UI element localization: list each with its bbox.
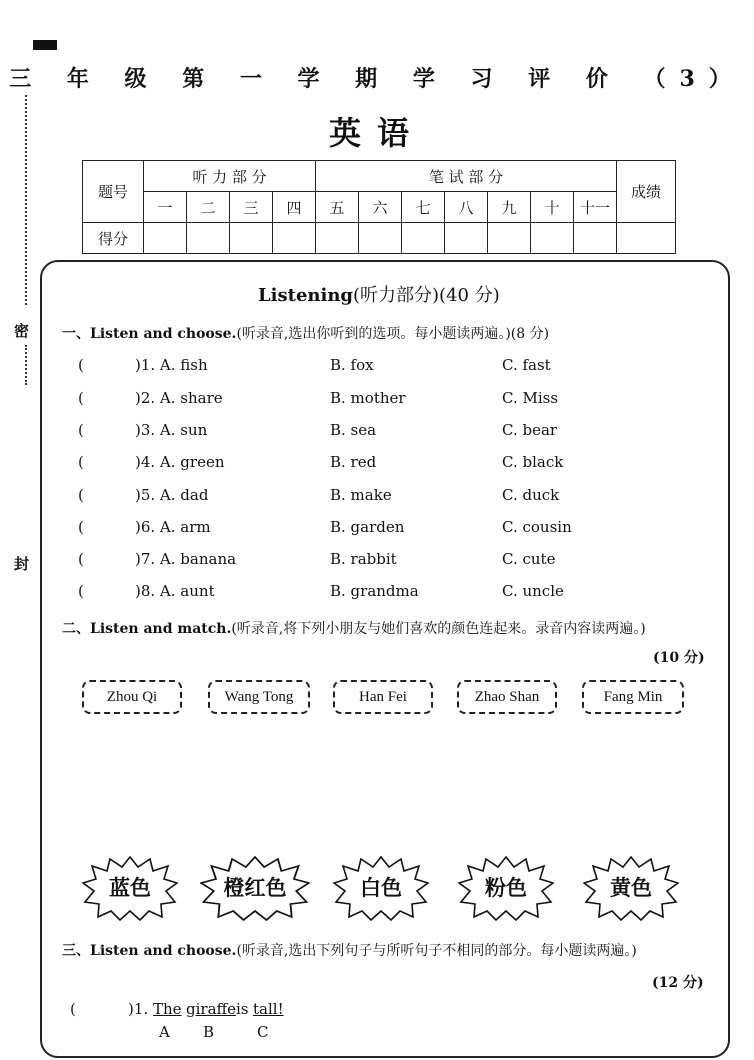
- score-cell[interactable]: [402, 223, 445, 254]
- section-title-en: Listening: [258, 285, 353, 306]
- score-cell[interactable]: [574, 223, 617, 254]
- color-label: 白色: [360, 875, 402, 900]
- section-title-zh: (听力部分)(40 分): [353, 285, 500, 306]
- seal-label: 密: [14, 322, 30, 340]
- answer-bracket[interactable]: (: [78, 550, 84, 568]
- table-col-number: 三: [230, 192, 273, 223]
- part2-points: (10 分): [653, 650, 705, 666]
- answer-bracket[interactable]: (: [78, 518, 84, 536]
- name-tag[interactable]: Wang Tong: [208, 680, 310, 714]
- table-col-number: 九: [488, 192, 531, 223]
- part1-title-zh: (听录音,选出你听到的选项。每小题读两遍。)(8 分): [236, 326, 550, 342]
- option-b: B. sea: [330, 421, 377, 439]
- answer-bracket[interactable]: (: [78, 582, 84, 600]
- answer-bracket[interactable]: (: [78, 421, 84, 439]
- name-tag[interactable]: Fang Min: [582, 680, 684, 714]
- option-a: )5. A. dad: [135, 486, 209, 504]
- option-c: C. cousin: [502, 518, 572, 536]
- list-item: [78, 518, 638, 540]
- option-a: )1. A. fish: [135, 356, 208, 374]
- option-c: C. fast: [502, 356, 551, 374]
- score-cell[interactable]: [230, 223, 273, 254]
- option-b: B. grandma: [330, 582, 419, 600]
- word-c: tall!: [253, 1000, 284, 1018]
- option-c: C. uncle: [502, 582, 564, 600]
- table-col-number: 一: [144, 192, 187, 223]
- color-burst[interactable]: [200, 855, 296, 921]
- exam-title: 三 年 级 第 一 学 期 学 习 评 价 （3）: [9, 66, 745, 92]
- listening-header: 听 力 部 分: [144, 161, 316, 192]
- score-cell[interactable]: [531, 223, 574, 254]
- answer-bracket[interactable]: (: [78, 356, 84, 374]
- answer-bracket[interactable]: (: [78, 486, 84, 504]
- color-burst[interactable]: [583, 855, 679, 921]
- word-b: giraffe: [186, 1000, 237, 1018]
- option-b: B. red: [330, 453, 377, 471]
- table-col-number: 五: [316, 192, 359, 223]
- list-item: [78, 421, 638, 443]
- name-tag[interactable]: Zhou Qi: [82, 680, 182, 714]
- color-label: 粉色: [485, 875, 527, 900]
- list-item: [78, 453, 638, 475]
- choice-letter: C: [257, 1023, 269, 1041]
- score-cell[interactable]: [187, 223, 230, 254]
- score-cell[interactable]: [488, 223, 531, 254]
- score-cell[interactable]: [316, 223, 359, 254]
- color-label: 黄色: [610, 875, 652, 900]
- option-b: B. garden: [330, 518, 405, 536]
- answer-bracket[interactable]: (: [70, 1000, 76, 1018]
- table-col-number: 六: [359, 192, 402, 223]
- score-cell[interactable]: [445, 223, 488, 254]
- table-col-number: 二: [187, 192, 230, 223]
- option-c: C. cute: [502, 550, 556, 568]
- option-a: )8. A. aunt: [135, 582, 215, 600]
- option-a: )3. A. sun: [135, 421, 208, 439]
- word: is: [236, 1000, 249, 1018]
- option-c: C. Miss: [502, 389, 559, 407]
- list-item: [78, 582, 638, 604]
- choice-letter: B: [203, 1023, 215, 1041]
- option-b: B. mother: [330, 389, 406, 407]
- color-label: 橙红色: [223, 875, 287, 900]
- score-cell[interactable]: [273, 223, 316, 254]
- part1-title-en: 一、Listen and choose.: [62, 326, 237, 342]
- part3-points: (12 分): [652, 975, 704, 991]
- table-col-number: 十: [531, 192, 574, 223]
- writing-header: 笔 试 部 分: [316, 161, 617, 192]
- name-tag[interactable]: Zhao Shan: [457, 680, 557, 714]
- option-b: B. make: [330, 486, 392, 504]
- word-a: The: [153, 1000, 182, 1018]
- part3-title-en: 三、Listen and choose.: [62, 943, 237, 959]
- color-burst[interactable]: [333, 855, 429, 921]
- color-burst[interactable]: [458, 855, 554, 921]
- list-item: [78, 356, 638, 378]
- listening-panel: [40, 260, 730, 1058]
- option-c: C. bear: [502, 421, 558, 439]
- score-cell[interactable]: [144, 223, 187, 254]
- option-b: B. fox: [330, 356, 374, 374]
- option-a: )7. A. banana: [135, 550, 237, 568]
- option-c: C. black: [502, 453, 564, 471]
- option-a: )6. A. arm: [135, 518, 211, 536]
- color-label: 蓝色: [109, 875, 151, 900]
- part3-title-zh: (听录音,选出下列句子与所听句子不相同的部分。每小题读两遍。): [236, 943, 637, 959]
- part2-title: [62, 618, 646, 638]
- part1-title: [62, 323, 549, 343]
- part3-title: [62, 940, 637, 960]
- answer-bracket[interactable]: (: [78, 389, 84, 407]
- option-c: C. duck: [502, 486, 560, 504]
- question-number: )1.: [128, 1000, 149, 1018]
- seal-label: 封: [14, 555, 30, 573]
- option-a: )2. A. share: [135, 389, 223, 407]
- part2-title-zh: (听录音,将下列小朋友与她们喜欢的颜色连起来。录音内容读两遍。): [231, 621, 646, 637]
- section-title: [258, 281, 500, 307]
- name-tag[interactable]: Han Fei: [333, 680, 433, 714]
- option-a: )4. A. green: [135, 453, 225, 471]
- seal-dotted-line: [25, 345, 27, 385]
- choice-letter: A: [159, 1023, 170, 1041]
- list-item: [78, 486, 638, 508]
- option-b: B. rabbit: [330, 550, 397, 568]
- row-label: 得分: [83, 223, 144, 254]
- part2-title-en: 二、Listen and match.: [62, 621, 232, 637]
- question-sentence: [70, 1000, 370, 1042]
- score-cell[interactable]: [617, 223, 676, 254]
- score-table: [82, 160, 676, 254]
- answer-bracket[interactable]: (: [78, 453, 84, 471]
- color-burst[interactable]: [82, 855, 178, 921]
- score-cell[interactable]: [359, 223, 402, 254]
- corner-mark: [33, 40, 57, 50]
- table-col-number: 七: [402, 192, 445, 223]
- table-col-number: 十一: [574, 192, 617, 223]
- table-col-number: 八: [445, 192, 488, 223]
- table-col-number: 四: [273, 192, 316, 223]
- col-label: 题号: [83, 161, 144, 223]
- total-header: 成绩: [617, 161, 676, 223]
- list-item: [78, 389, 638, 411]
- list-item: [78, 550, 638, 572]
- subject-title: 英语: [328, 114, 425, 152]
